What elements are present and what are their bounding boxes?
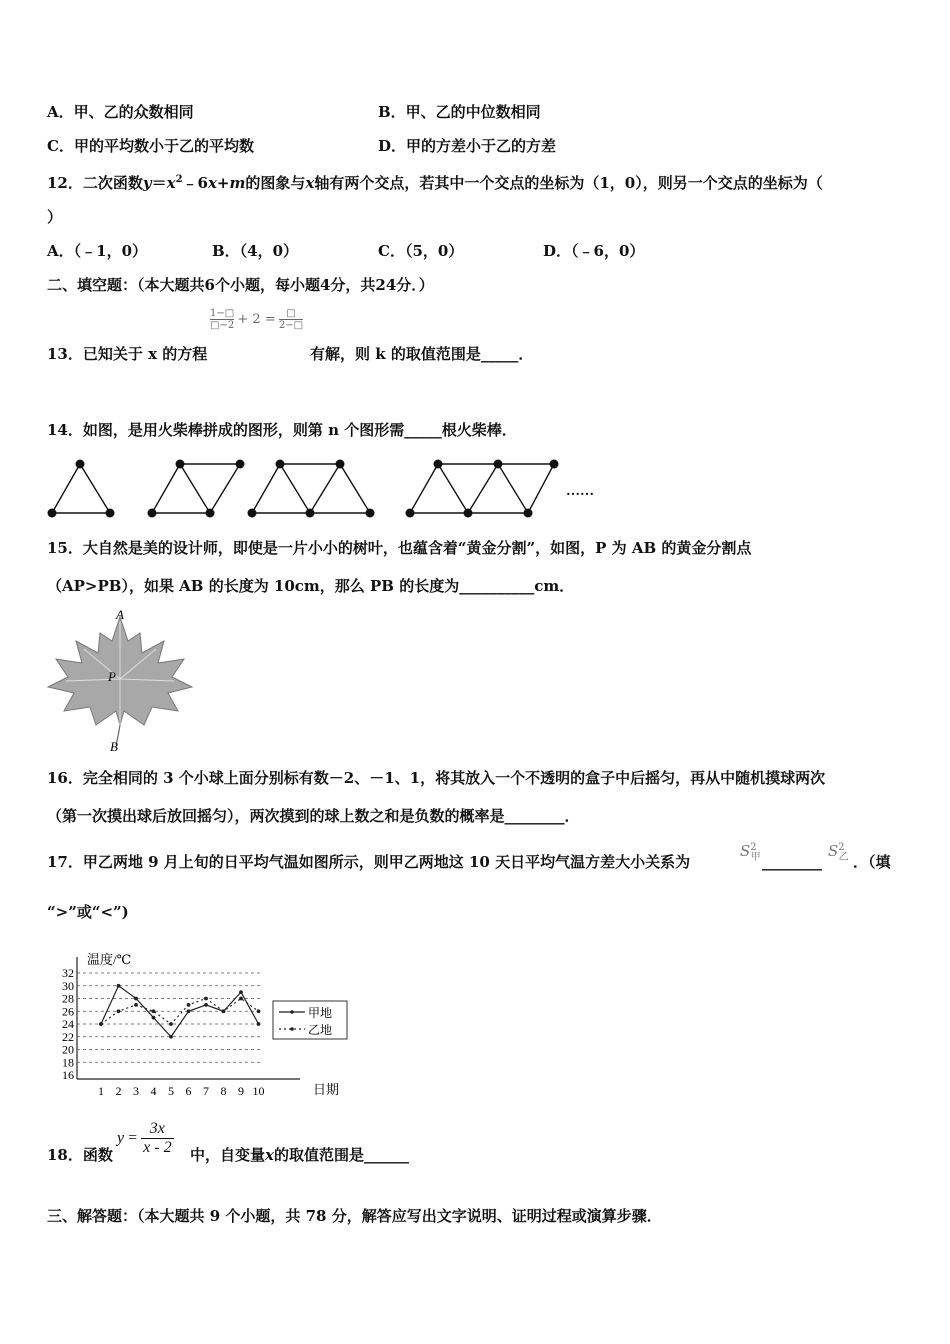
q17-stem: 17．甲乙两地 9 月上旬的日平均气温如图所示，则甲乙两地这 10 天日平均气温方差大小关系为 <box>47 853 691 871</box>
data-point-yi <box>134 1003 138 1007</box>
q12-option-b: B．（4，0） <box>212 242 299 260</box>
data-point-yi <box>222 1009 226 1013</box>
section3-heading: 三、解答题：（本大题共 9 个小题，共 78 分，解答应写出文字说明、证明过程或演算步骤． <box>47 1207 662 1225</box>
data-point-yi <box>257 1009 261 1013</box>
q12-option-a: A．（﹣1，0） <box>47 242 148 260</box>
section2-heading: 二、填空题：（本大题共6个小题，每小题4分，共24分．） <box>47 276 434 294</box>
maple-leaf-figure <box>44 607 194 755</box>
q17-line2: “>”或“<”) <box>47 903 129 921</box>
x-tick-label: 2 <box>115 1084 122 1098</box>
y-tick-label: 26 <box>62 1004 74 1019</box>
data-point-jia <box>187 1009 191 1013</box>
q12-stem: 12．二次函数$y=x^2﹣6x+m$的图象与x轴有两个交点，若其中一个交点的坐标为（1，0），则另一个交点的坐标为（ <box>47 174 823 192</box>
q14-stem: 14．如图，是用火柴棒拼成的图形，则第 n 个图形需_____根火柴棒． <box>47 421 517 439</box>
y-tick-label: 32 <box>62 966 74 980</box>
q13-equation: $\frac{1-□}{□-2}$ + 2 = □ 2−□ <box>210 308 304 331</box>
x-tick-label: 7 <box>203 1084 209 1098</box>
y-tick-label: 22 <box>62 1029 74 1044</box>
s-jia: $S^2_甲$ <box>740 842 761 863</box>
x-tick-label: 1 <box>98 1084 104 1098</box>
data-point-jia <box>169 1035 173 1039</box>
chart-legend <box>273 1001 347 1039</box>
q18-fraction: y = $\frac{3x}{x - 2}$ <box>117 1120 172 1156</box>
s-yi: $S^2_乙$ <box>828 842 849 863</box>
q15-line2: （AP>PB），如果 AB 的长度为 10cm，那么 PB 的长度为__________cm． <box>47 577 575 595</box>
x-tick-label: 9 <box>238 1084 244 1098</box>
y-tick-label: 28 <box>62 991 74 1006</box>
y-tick-label: 20 <box>62 1042 74 1057</box>
ellipsis: …… <box>566 484 594 499</box>
chart-ylabel: 温度/℃ <box>87 952 132 967</box>
x-tick-label: 5 <box>168 1084 174 1098</box>
x-tick-label: 4 <box>150 1084 157 1098</box>
label-p: P <box>108 669 116 684</box>
q16-line2: （第一次摸出球后放回摇匀），两次摸到的球上数之和是负数的概率是________． <box>47 807 580 825</box>
x-tick-label: 10 <box>252 1084 265 1098</box>
data-point-yi <box>187 1003 191 1007</box>
data-point-yi <box>169 1022 173 1026</box>
data-point-yi <box>239 997 243 1001</box>
q11-option-d: D．甲的方差小于乙的方差 <box>378 137 557 155</box>
q11-option-a: A．甲、乙的众数相同 <box>47 103 194 121</box>
chart-xlabel: 日期 <box>313 1082 340 1097</box>
data-point-jia <box>117 984 121 988</box>
y-tick-label: 18 <box>62 1055 74 1070</box>
q11-option-b: B．甲、乙的中位数相同 <box>378 103 541 121</box>
q15-line1: 15．大自然是美的设计师，即使是一片小小的树叶，也蕴含着“黄金分割”，如图，P 为 AB 的黄金分割点 <box>47 539 752 557</box>
label-b: B <box>110 739 118 754</box>
data-point-yi <box>117 1009 121 1013</box>
x-tick-label: 3 <box>133 1084 139 1098</box>
q17-blank: ________ <box>762 853 822 871</box>
temperature-chart <box>55 943 355 1103</box>
data-point-jia <box>257 1022 261 1026</box>
q13-prefix: 13．已知关于 x 的方程 <box>47 345 208 363</box>
data-point-jia <box>204 1003 208 1007</box>
q18-prefix: 18．函数 <box>47 1146 113 1164</box>
label-a: A <box>116 607 124 622</box>
legend-jia: 甲地 <box>308 1006 333 1020</box>
q11-option-c: C．甲的平均数小于乙的平均数 <box>47 137 254 155</box>
legend-yi: 乙地 <box>308 1023 333 1037</box>
y-tick-label: 24 <box>62 1017 74 1031</box>
data-point-yi <box>99 1022 103 1026</box>
data-point-jia <box>134 997 138 1001</box>
q12-option-c: C．（5，0） <box>378 242 464 260</box>
x-tick-label: 8 <box>220 1084 227 1098</box>
y-tick-label: 30 <box>62 978 74 993</box>
q13-suffix: 有解，则 k 的取值范围是_____． <box>310 345 534 363</box>
data-point-yi <box>204 997 208 1001</box>
y-tick-label: 16 <box>62 1068 74 1082</box>
q12-close: ） <box>47 208 63 226</box>
data-point-yi <box>152 1009 156 1013</box>
q16-line1: 16．完全相同的 3 个小球上面分别标有数－2、－1、1，将其放入一个不透明的盒子中后摇匀，再从中随机摸球两次 <box>47 769 826 787</box>
q12-option-d: D．（﹣6，0） <box>543 242 645 260</box>
data-point-jia <box>239 990 243 994</box>
x-tick-label: 6 <box>185 1084 192 1098</box>
q18-tail: 中，自变量x的取值范围是______ <box>190 1146 409 1164</box>
q17-tail: ．（填 <box>853 853 891 871</box>
data-point-jia <box>152 1016 156 1020</box>
matchstick-figures <box>40 455 610 525</box>
